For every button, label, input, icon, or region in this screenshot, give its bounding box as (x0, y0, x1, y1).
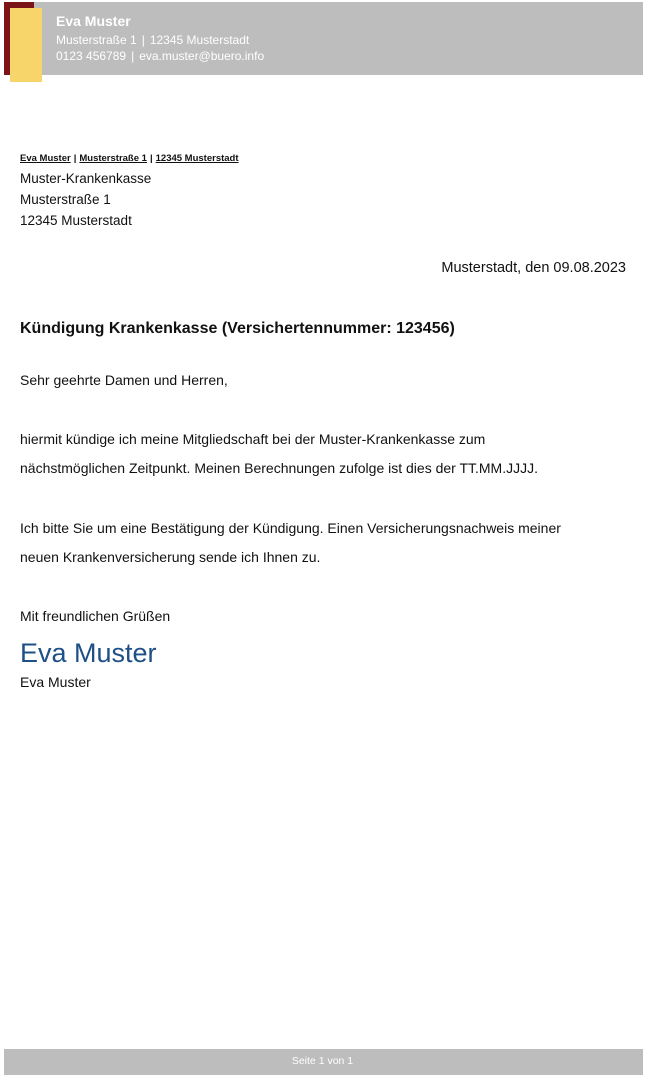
letterhead-street: Musterstraße 1 (56, 33, 137, 47)
sender-city: 12345 Musterstadt (155, 153, 239, 164)
recipient-address (20, 168, 151, 231)
body-paragraph (20, 425, 620, 483)
recipient-city: 12345 Musterstadt (20, 213, 132, 228)
letterhead-phone: 0123 456789 (56, 49, 127, 63)
letterhead-accent-light (10, 8, 42, 82)
body-line: hiermit kündige ich meine Mitgliedschaft bei der Muster-Krankenkasse zum (20, 431, 486, 447)
letterhead-name: Eva Muster (56, 13, 131, 29)
body-paragraph (20, 514, 620, 572)
sender-separator: | (149, 153, 153, 164)
recipient-street: Musterstraße 1 (20, 192, 111, 207)
letterhead-email: eva.muster@buero.info (139, 49, 265, 63)
sender-name: Eva Muster (20, 153, 71, 164)
salutation: Sehr geehrte Damen und Herren, (20, 372, 228, 388)
sender-street: Musterstraße 1 (79, 153, 147, 164)
signature: Eva Muster (20, 638, 157, 668)
page-number: Seite 1 von 1 (291, 1055, 354, 1067)
letterhead-city: 12345 Musterstadt (149, 33, 250, 47)
sender-return-line (20, 153, 239, 164)
body-line: Ich bitte Sie um eine Bestätigung der Kündigung. Einen Versicherungsnachweis meiner (20, 520, 561, 536)
body-line: neuen Krankenversicherung sende ich Ihnen zu. (20, 549, 321, 565)
letter-date: Musterstadt, den 09.08.2023 (441, 260, 626, 276)
letterhead-address (56, 33, 249, 47)
sender-separator: | (73, 153, 77, 164)
letterhead-separator: | (131, 49, 135, 63)
closing: Mit freundlichen Grüßen (20, 608, 171, 624)
recipient-company: Muster-Krankenkasse (20, 171, 152, 186)
letterhead-contact (56, 49, 264, 63)
letter-subject: Kündigung Krankenkasse (Versichertennummer: 123456) (20, 320, 455, 337)
body-line: nächstmöglichen Zeitpunkt. Meinen Berechnungen zufolge ist dies der TT.MM.JJJJ. (20, 460, 538, 476)
typed-name: Eva Muster (20, 674, 91, 690)
letterhead-separator: | (141, 33, 145, 47)
